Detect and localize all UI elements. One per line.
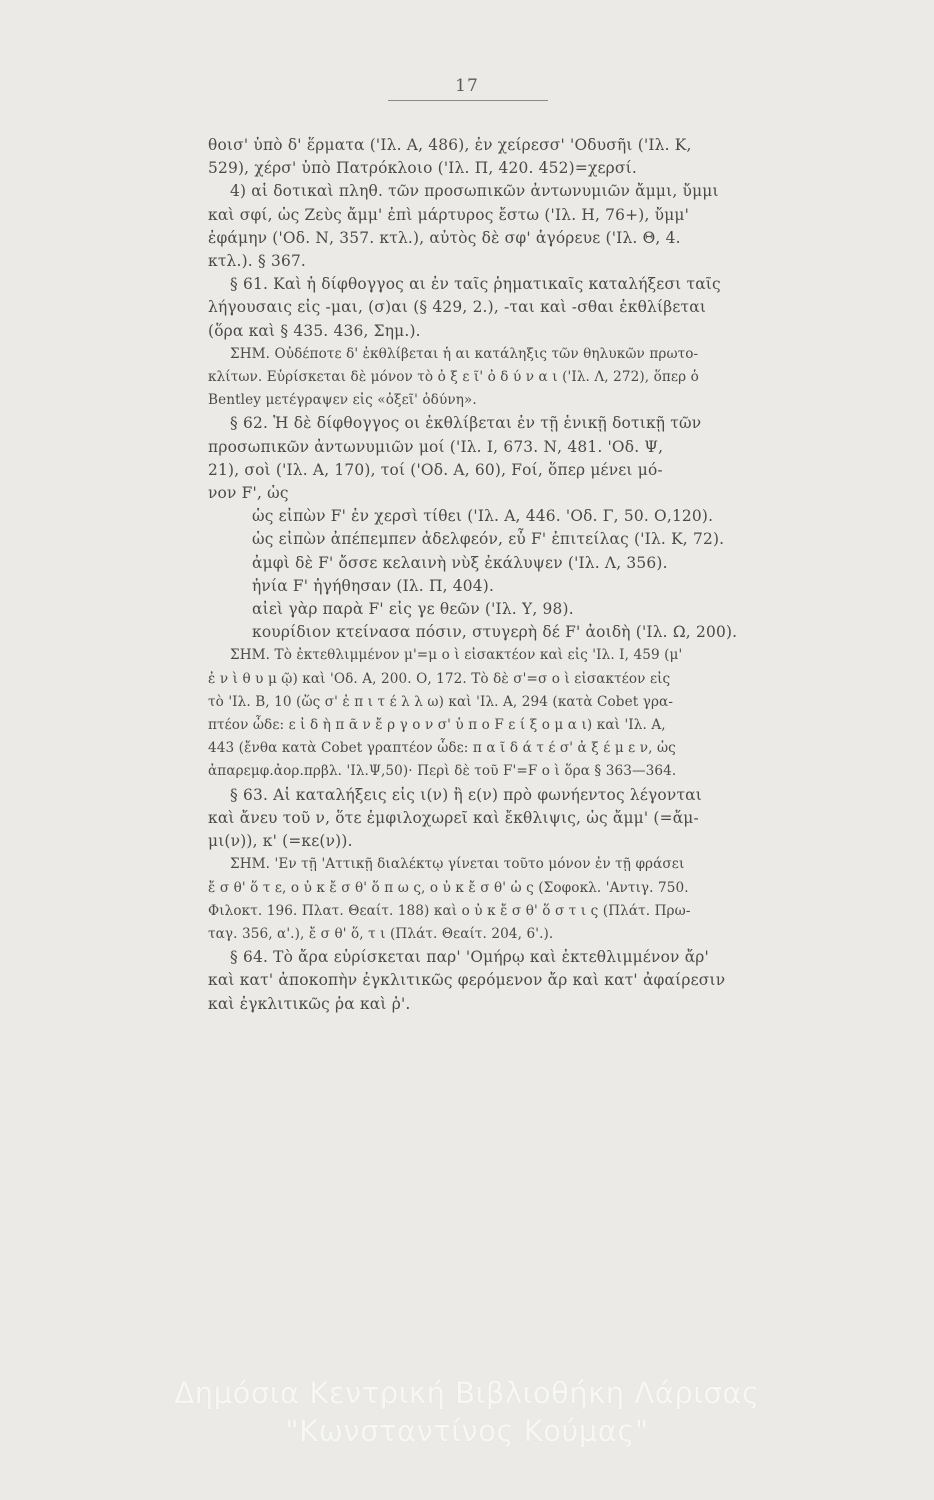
text-line: § 63. Αἱ καταλήξεις εἰς ι(ν) ἢ ε(ν) πρὸ φωνήεντος λέγονται (230, 785, 702, 804)
text-line: ἀπαρεμφ.ἀορ.πρβλ. 'Ιλ.Ψ,50)· Περὶ δὲ τοῦ F'=F ο ὶ ὅρα § 363—364. (208, 763, 677, 780)
text-line: καὶ κατ' ἀποκοπὴν ἐγκλιτικῶς φερόμενον ἄρ καὶ κατ' ἀφαίρεσιν (208, 971, 726, 990)
text-line: νον F', ὡς (208, 484, 289, 503)
text-line: 21), σοὶ ('Ιλ. Α, 170), τοί ('Οδ. Α, 60), Fοί, ὅπερ μένει μό- (208, 460, 663, 479)
text-line: κτλ.). § 367. (208, 252, 307, 271)
text-line: ἐφάμην ('Οδ. Ν, 357. κτλ.), αὐτὸς δὲ σφ' ἀγόρευε ('Ιλ. Θ, 4. (208, 228, 681, 247)
text-line: 4) αἱ δοτικαὶ πληθ. τῶν προσωπικῶν ἀντωνυμιῶν ἄμμι, ὔμμι (230, 182, 719, 201)
text-line: ΣΗΜ. 'Εν τῇ 'Αττικῇ διαλέκτῳ γίνεται τοῦτο μόνον ἐν τῇ φράσει (230, 856, 685, 873)
text-line: ὡς εἰπὼν F' ἐν χερσὶ τίθει ('Ιλ. Α, 446. 'Οδ. Γ, 50. Ο,120). (252, 507, 714, 526)
body-text (208, 134, 768, 1016)
text-line: § 61. Καὶ ἡ δίφθογγος αι ἐν ταῖς ῥηματικαῖς καταλήξεσι ταῖς (230, 275, 721, 294)
text-line: αἰεὶ γὰρ παρὰ F' εἰς γε θεῶν ('Ιλ. Υ, 98). (252, 600, 574, 619)
text-line: Φιλοκτ. 196. Πλατ. Θεαίτ. 188) καὶ ο ὐ κ ἔ σ θ' ὅ σ τ ι ς (Πλάτ. Πρω- (208, 902, 691, 919)
text-line: τὸ 'Ιλ. Β, 10 (ὥς σ' ἐ π ι τ έ λ λ ω) καὶ 'Ιλ. Α, 294 (κατὰ Cobet γρα- (208, 693, 674, 710)
library-watermark-line1: Δημόσια Κεντρική Βιβλιοθήκη Λάρισας (174, 1376, 760, 1410)
text-line: ἠνία F' ἠγήθησαν (Ιλ. Π, 404). (252, 576, 495, 595)
page-number: 17 (455, 76, 479, 96)
text-line: ΣΗΜ. Τὸ ἐκτεθλιμμένον μ'=μ ο ὶ εἰσακτέον καὶ εἰς 'Ιλ. Ι, 459 (μ' (230, 647, 683, 664)
text-line: προσωπικῶν ἀντωνυμιῶν μοί ('Ιλ. Ι, 673. Ν, 481. 'Οδ. Ψ, (208, 437, 664, 456)
text-line: κουρίδιον κτείνασα πόσιν, στυγερὴ δέ F' ἀοιδὴ ('Ιλ. Ω, 200). (252, 623, 738, 642)
text-line: ταγ. 356, α'.), ἔ σ θ' ὅ, τ ι (Πλάτ. Θεαίτ. 204, 6'.). (208, 925, 554, 942)
page-number-rule (388, 100, 548, 101)
text-line: 443 (ἔνθα κατὰ Cobet γραπτέον ὧδε: π α ῖ δ ά τ έ σ' ἀ ξ έ μ ε ν, ὡς (208, 740, 676, 757)
text-line: 529), χέρσ' ὑπὸ Πατρόκλοιο ('Ιλ. Π, 420. 452)=χερσί. (208, 159, 637, 178)
text-line: μι(ν)), κ' (=κε(ν)). (208, 832, 353, 851)
text-line: λήγουσαις εἰς -μαι, (σ)αι (§ 429, 2.), -ται καὶ -σθαι ἐκθλίβεται (208, 298, 707, 317)
text-line: καὶ ἐγκλιτικῶς ῥα καὶ ῥ'. (208, 994, 411, 1013)
text-line: (ὅρα καὶ § 435. 436, Σημ.). (208, 321, 421, 340)
text-line: § 64. Τὸ ἄρα εὑρίσκεται παρ' 'Ομήρῳ καὶ ἐκτεθλιμμένον ἄρ' (230, 948, 709, 967)
text-line: θοισ' ὑπὸ δ' ἕρματα ('Ιλ. Α, 486), ἐν χείρεσσ' 'Οδυσῆι ('Ιλ. Κ, (208, 136, 692, 154)
library-watermark-line2: "Κωνσταντίνος Κούμας" (285, 1414, 649, 1448)
text-line: πτέον ὧδε: ε ἰ δ ὴ π ᾶ ν ἔ ρ γ ο ν σ' ὑ π ο F ε ί ξ ο μ α ι) καὶ 'Ιλ. Α, (208, 717, 666, 734)
text-line: ἀμφὶ δὲ F' ὄσσε κελαινὴ νὺξ ἐκάλυψεν ('Ιλ. Λ, 356). (252, 553, 668, 572)
text-line: κλίτων. Εὑρίσκεται δὲ μόνον τὸ ὀ ξ ε ῖ' ὀ δ ύ ν α ι ('Ιλ. Λ, 272), ὅπερ ὁ (208, 369, 699, 386)
text-line: ὡς εἰπὼν ἀπέπεμπεν ἀδελφεόν, εὖ F' ἐπιτείλας ('Ιλ. Κ, 72). (252, 530, 725, 549)
text-line: Bentley μετέγραψεν εἰς «ὀξεῖ' ὀδύνη». (208, 392, 477, 409)
text-line: § 62. Ἡ δὲ δίφθογγος οι ἐκθλίβεται ἐν τῇ ἑνικῇ δοτικῇ τῶν (230, 414, 702, 433)
text-line: ἐ ν ὶ θ υ μ ῷ) καὶ 'Οδ. Α, 200. Ο, 172. Τὸ δὲ σ'=σ ο ὶ εἰσακτέον εἰς (208, 670, 671, 687)
text-line: ἔ σ θ' ὅ τ ε, ο ὐ κ ἔ σ θ' ὅ π ω ς, ο ὐ κ ἔ σ θ' ὡ ς (Σοφοκλ. 'Αντιγ. 750. (208, 879, 689, 896)
text-line: ΣΗΜ. Οὐδέποτε δ' ἐκθλίβεται ἡ αι κατάληξις τῶν θηλυκῶν πρωτο- (230, 345, 699, 362)
text-line: καὶ σφί, ὡς Ζεὺς ἄμμ' ἐπὶ μάρτυρος ἔστω ('Ιλ. Η, 76+), ὔμμ' (208, 205, 690, 224)
text-line: καὶ ἄνευ τοῦ ν, ὅτε ἐμφιλοχωρεῖ καὶ ἔκθλιψις, ὡς ἄμμ' (=ἄμ- (208, 808, 699, 827)
